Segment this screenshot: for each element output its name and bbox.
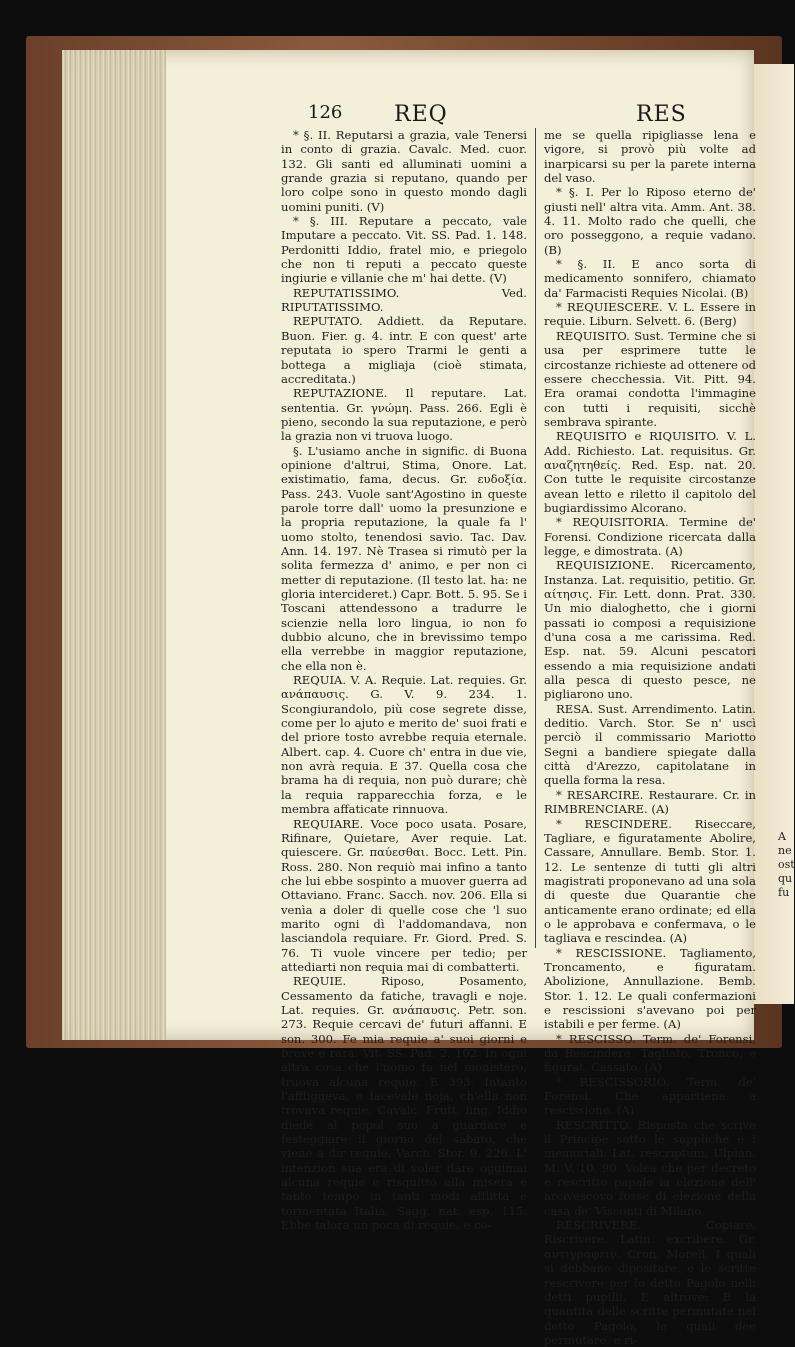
entry: * RESARCIRE. Restaurare. Cr. in RIMBRENCIARE. (A): [544, 787, 756, 817]
entry: * RESCINDERE. Riseccare, Tagliare, e figuratamente Abolire, Cassare, Annullare. Bemb. Stor. 1. 12. Le sentenze di tutti gli altri magistrati proponevano ad una sola di queste due Quarantie che anticamente erano ordinate; ed ella o le approbava e confermava, o le tagliava e rescindea. (A): [544, 816, 756, 946]
entry: REQUISITO e RIQUISITO. V. L. Add. Richiesto. Lat. requisitus. Gr. αναζητηθείς. Red. Esp. nat. 20. Con tutte le requisite circostanze avean letto e riletto il capitolo del bugiardissimo Alcorano.: [544, 429, 756, 515]
entry: REQUIE. Riposo, Posamento, Cessamento da fatiche, travagli e noje. Lat. requies. Gr. ανάπαυσις. Petr. son. 273. Requie cercavi de' futuri affanni. E son. 300. Fe mia requie a' suoi giorni e breve e rara. Vit. SS. Pad. 2. 102. In ogni altra cosa che l'uomo fa nel monistero, truova alcuna requie. E 393. Intanto l'affliggeva, e facevale noja, ch'ella non trovava requie. Cavalc. Frutt. ling. Iddio diede al popol suo a guardare e festeggiare il giorno del sabato, che viene a dir requie. Varch. Stor. 9. 226. L' intenzion sua era di voler dare oggimai alcuna requie e risquitto alla misera e tanto tempo in tanti modi afflitta e tormentata Italia. Sagg. nat. esp. 115. Ebbe talora un poca di requie, e co-: [281, 974, 527, 1233]
header-right-guideword: RES: [636, 102, 687, 127]
entry: * §. III. Reputare a peccato, vale Imputare a peccato. Vit. SS. Pad. 1. 148. Perdonitti Iddio, fratel mio, e priegolo che non ti reputi a peccato queste ingiurie e villanie che m' hai dette. (V): [281, 214, 527, 286]
entry: §. L'usiamo anche in signific. di Buona opinione d'altrui, Stima, Onore. Lat. existimatio, fama, decus. Gr. ευδοξία. Pass. 243. Vuole sant'Agostino in queste parole torre dall' uomo la presunzione e la propria reputazione, la quale fa l' uomo stolto, tenendosi savio. Tac. Dav. Ann. 14. 197. Nè Trasea si rimutò per la solita fermezza d' animo, e per non ci metter di reputazione. (Il testo lat. ha: ne gloria intercideret.) Capr. Bott. 5. 95. Se i Toscani attendessono a tradurre le scienzie nella loro lingua, io non fo dubbio alcuno, che in brevissimo tempo ella verrebbe in maggior reputazione, che ella non è.: [281, 443, 527, 673]
entry: * REQUISITORIA. Termine de' Forensi. Condizione ricercata dalla legge, e dimostrata. (A): [544, 515, 756, 558]
page-stack-edge: [62, 50, 166, 1040]
entry: REQUIA. V. A. Requie. Lat. requies. Gr. ανάπαυσις. G. V. 9. 234. 1. Scongiurandolo, più cose segrete disse, come per lo ajuto e merito de' suoi frati e del priore tosto avrebbe requia eternale. Albert. cap. 4. Cuore ch' entra in due vie, non avrà requia. E 37. Quella cosa che brama ha di requia, non può durare; chè la requia rapparecchia forza, e le membra affaticate rinnuova.: [281, 673, 527, 817]
entry: REQUISIZIONE. Ricercamento, Instanza. Lat. requisitio, petitio. Gr. αίτησις. Fir. Lett. donn. Prat. 330. Un mio dialoghetto, che i giorni passati io composi a requisizione d'una cosa a me carissima. Red. Esp. nat. 59. Alcuni pescatori essendo a mia requisizione andati alla pesca di questo pesce, ne pigliarono uno.: [544, 558, 756, 702]
entry: * RESCISSORIO. Term. de' Forensi. Che appartiene a rescissione. (A): [544, 1074, 756, 1118]
entry: me se quella ripigliasse lena e vigore, si provò più volte ad inarpicarsi su per la parete interna del vaso.: [544, 128, 756, 186]
column-divider: [535, 128, 536, 948]
header-left-guideword: REQ: [394, 102, 448, 127]
entry: REPUTATO. Addiett. da Reputare. Buon. Fier. g. 4. intr. E con quest' arte reputata io spero Trarmi le genti a bottega a migliaja (cioè stimata, accreditata.): [281, 314, 527, 386]
entry: * §. II. E anco sorta di medicamento sonnifero, chiamato da' Farmacisti Requies Nicolai. (B): [544, 257, 756, 300]
entry: RESA. Sust. Arrendimento. Latin. deditio. Varch. Stor. Se n' uscì perciò il commissario Mariotto Segni a bandiere spiegate dalla città d'Arezzo, capitolatane in quella forma la resa.: [544, 701, 756, 788]
entry: RESCRITTO. Risposta che scrive il Principe sotto le suppliche e i memoriali. Lat. rescriptum, Ulpian. M. V. 10. 90. Volea che per decreto e rescritto papale la elezione dell' arcivescovo fosse di elezione della casa de' Visconti di Milano.: [544, 1117, 756, 1218]
entry: REQUIARE. Voce poco usata. Posare, Rifinare, Quietare, Aver requie. Lat. quiescere. Gr. παύεσθαι. Bocc. Lett. Pin. Ross. 280. Non requiò mai infino a tanto che lui ebbe sospinto a muover guerra ad Ottaviano. Franc. Sacch. nov. 206. Ella si venìa a doler di quelle cose che 'l suo marito ogni dì l'addomandava, non lasciandola requiare. Fr. Giord. Pred. S. 76. Ti vuole vincere per tedio; per attediarti non requia mai di combatterti.: [281, 816, 527, 974]
entry: REPUTAZIONE. Il reputare. Lat. sententia. Gr. γνώμη. Pass. 266. Egli è pieno, secondo la sua reputazione, e però la grazia non vi truova luogo.: [281, 386, 527, 444]
entry: REPUTATISSIMO. Ved. RIPUTATISSIMO.: [281, 285, 527, 315]
entry: * REQUIESCERE. V. L. Essere in requie. Liburn. Selvett. 6. (Berg): [544, 300, 756, 329]
entry: REQUISITO. Sust. Termine che si usa per esprimere tutte le circostanze richieste ad ottenere od essere checchessia. Vit. Pitt. 94. Era oramai condotta l'immagine con tutti i requisiti, sicchè sembrava spirante.: [544, 328, 756, 429]
left-column: [281, 128, 527, 1232]
entry: * §. I. Per lo Riposo eterno de' giusti nell' altra vita. Amm. Ant. 38. 4. 11. Molto rado che quelli, che oro posseggono, a requie vadano. (B): [544, 185, 756, 257]
entry: RESCRIVERE. Copiare, Riscrivere. Latin. excribere. Gr. αντιγράφειν. Cron. Morell. I quali si debbano dipositare, e le scritte rescrivere per lo detto Pagolo nelli detti pupilli. E altrove: E la quantità delle scritte permutate nel detto Pagolo, le quali dee permutare, e ri-: [544, 1218, 756, 1347]
page-number: 126: [308, 102, 343, 123]
entry: * §. II. Reputarsi a grazia, vale Tenersi in conto di grazia. Cavalc. Med. cuor. 132. Gli santi ed alluminati uomini a grande grazia si reputano, quando per loro colpe sono in questo mondo dagli uomini puniti. (V): [281, 128, 527, 214]
entry: * RESCISSO. Term. de' Forensi, da Rescindere. Tagliato, Tronco, e figurat. Cassato. (A): [544, 1031, 756, 1075]
facing-page-text-fragment: A ne ost qu fu: [778, 830, 795, 899]
right-column: [544, 128, 756, 1347]
entry: * RESCISSIONE. Tagliamento, Troncamento, e figuratam. Abolizione, Annullazione. Bemb. Stor. 1. 12. Le quali confermazioni e rescissioni s'avevano poi per istabili e per ferme. (A): [544, 945, 756, 1032]
